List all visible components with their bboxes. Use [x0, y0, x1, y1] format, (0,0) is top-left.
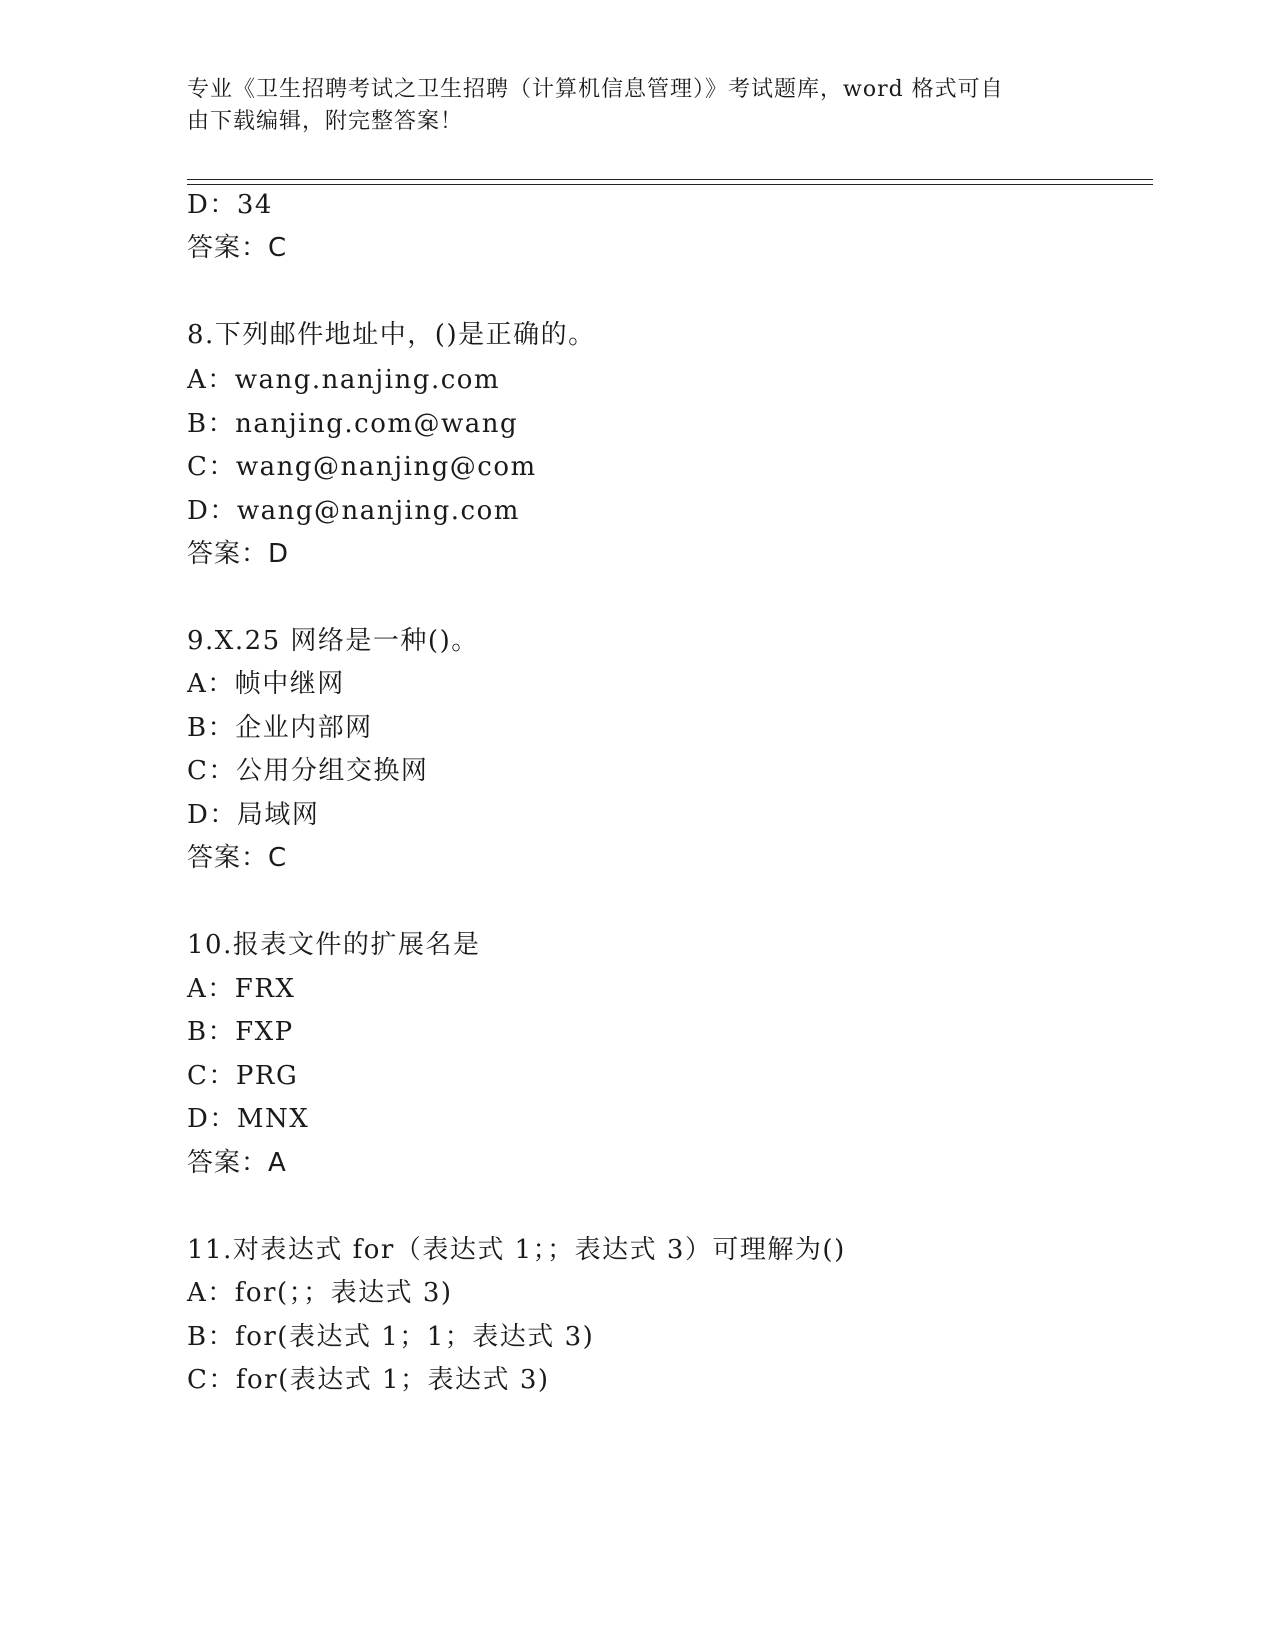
q8-answer: 答案：D: [187, 539, 290, 569]
header-line-2: 由下载编辑，附完整答案！: [187, 109, 464, 134]
q10-option-d: D：MNX: [187, 1104, 310, 1134]
header-line-1: 专业《卫生招聘考试之卫生招聘（计算机信息管理）》考试题库，word 格式可自: [187, 77, 1004, 102]
q11-option-a: A：for(；；表达式 3): [187, 1278, 453, 1308]
q10-option-b: B：FXP: [187, 1017, 294, 1047]
header-rule-top: [187, 179, 1153, 180]
q10-question: 10.报表文件的扩展名是: [187, 930, 481, 960]
document-header: [187, 74, 1087, 138]
q8-option-a: A：wang.nanjing.com: [187, 365, 501, 395]
prev-option-d: D：34: [187, 190, 273, 220]
q11-option-c: C：for(表达式 1；表达式 3): [187, 1365, 550, 1395]
q11-question: 11.对表达式 for（表达式 1；；表达式 3）可理解为(): [187, 1235, 846, 1265]
header-rule-bottom: [187, 184, 1153, 185]
q9-question: 9.X.25 网络是一种()。: [187, 626, 479, 656]
q11-option-b: B：for(表达式 1；1；表达式 3): [187, 1322, 595, 1352]
q9-option-c: C：公用分组交换网: [187, 756, 429, 786]
q10-option-c: C：PRG: [187, 1061, 299, 1091]
q10-answer: 答案：A: [187, 1148, 287, 1178]
q8-question: 8.下列邮件地址中，()是正确的。: [187, 320, 596, 350]
q8-option-c: C：wang@nanjing@com: [187, 452, 537, 482]
q9-option-b: B：企业内部网: [187, 713, 373, 743]
q8-option-d: D：wang@nanjing.com: [187, 496, 520, 526]
q10-option-a: A：FRX: [187, 974, 296, 1004]
q8-option-b: B：nanjing.com@wang: [187, 409, 519, 439]
q9-answer: 答案：C: [187, 843, 288, 873]
q9-option-d: D：局域网: [187, 800, 320, 830]
q9-option-a: A：帧中继网: [187, 669, 345, 699]
prev-answer: 答案：C: [187, 233, 288, 263]
